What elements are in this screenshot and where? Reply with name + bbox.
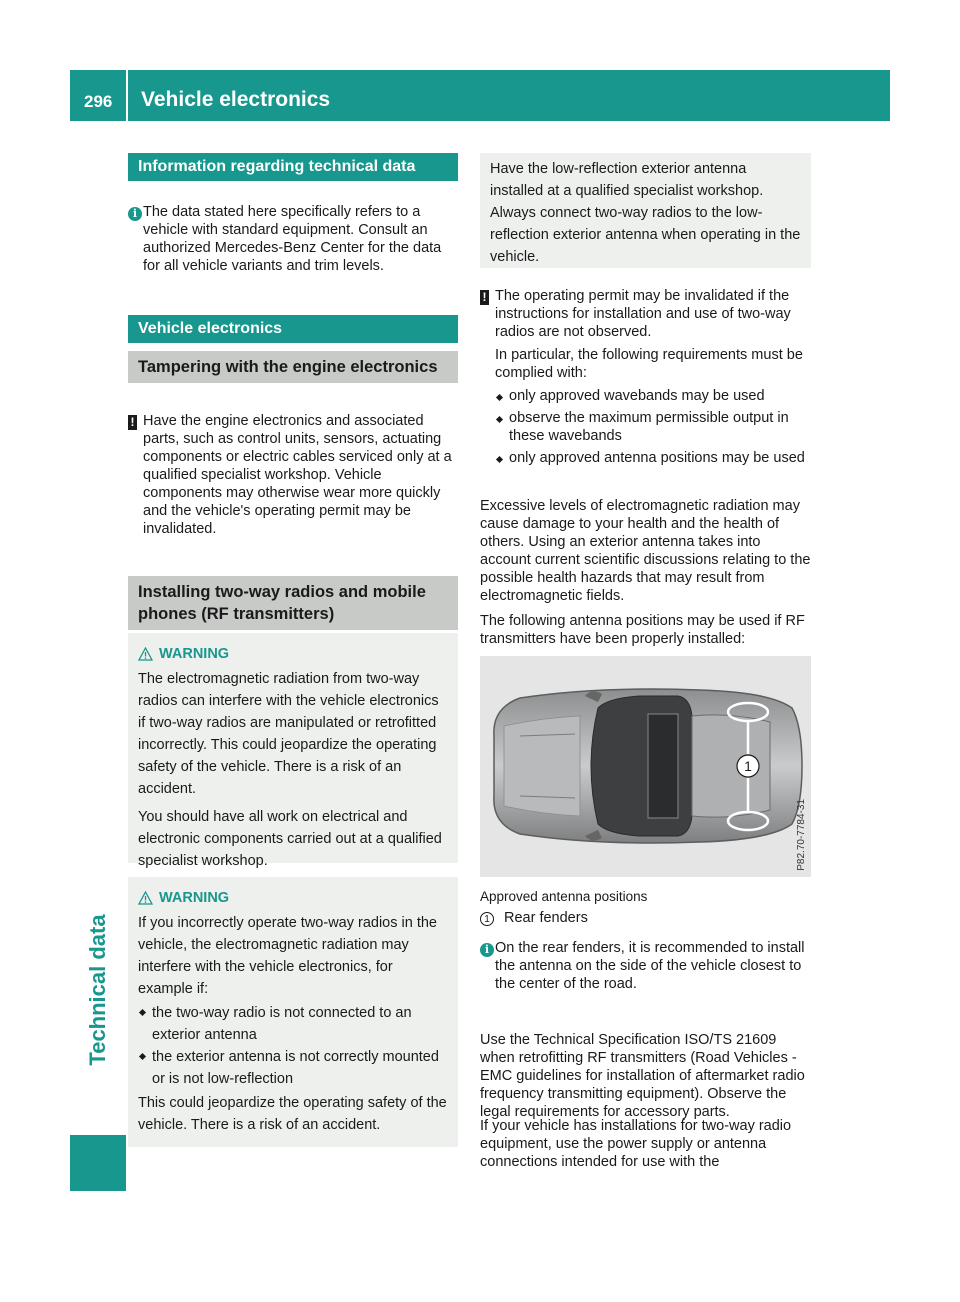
paragraph-iso-spec: Use the Technical Specification ISO/TS 21609 when retrofitting RF transmitters (Road Vehicles - EMC guidelines for installation of aftermarket radio frequency transmitting equipment). Observe the legal requirements for accessory parts. (480, 1032, 805, 1120)
warning-text: The electromagnetic radiation from two-way radios can interfere with the vehicle electronics if two-way radios are manipulated or retrofitted incorrectly. This could jeopardize the operating safety of the vehicle. There is a risk of an accident. (138, 671, 439, 797)
list-item: only approved wavebands may be used (495, 387, 811, 405)
side-tab[interactable] (70, 860, 126, 1120)
caution-note-text: Have the engine electronics and associated parts, such as control units, sensors, actuating components or electric cables serviced only at a qualified specialist workshop. Vehicle components may otherwise wear more quickly and the vehicle's operating permit may be invalidated. (143, 413, 452, 537)
vehicle-antenna-figure (480, 656, 811, 877)
section-heading-vehicle-electronics: Vehicle electronics (128, 315, 458, 343)
page-title: Vehicle electronics (141, 88, 331, 111)
callout-marker-label: 1 (744, 758, 752, 774)
warning-text: This could jeopardize the operating safety of the vehicle. There is a risk of an accident. (138, 1095, 447, 1133)
caution-note-text: The operating permit may be invalidated if the instructions for installation and use of two-way radios are not observed. (495, 288, 791, 340)
side-tab-label: Technical data (85, 914, 110, 1066)
legend-number: 1 (480, 912, 494, 926)
requirements-list (495, 387, 811, 467)
info-note-technical-data (128, 203, 458, 275)
list-item: the two-way radio is not connected to an exterior antenna (138, 1002, 448, 1046)
info-icon: i (128, 207, 142, 221)
warning-title: WARNING (138, 887, 448, 909)
warning-triangle-icon (138, 647, 153, 661)
caution-note-text: In particular, the following requirements must be complied with: (495, 347, 803, 381)
figure-code: P82.70-7784-31 (796, 799, 807, 871)
installation-box-text: Have the low-reflection exterior antenna installed at a qualified specialist workshop. Always connect two-way radios to the low-reflection exterior antenna when operating in the vehicle. (490, 161, 801, 265)
paragraph-radiation: Excessive levels of electromagnetic radiation may cause damage to your health and the health of others. Using an exterior antenna takes into account current scientific discussions relating to the possible health hazards that may result from electromagnetic fields. (480, 498, 811, 604)
subheading-tampering: Tampering with the engine electronics (128, 351, 458, 383)
caution-icon: ! (128, 415, 137, 430)
info-note-text: The data stated here specifically refers to a vehicle with standard equipment. Consult an authorized Mercedes-Benz Center for the data for all vehicle variants and trim levels. (143, 204, 442, 274)
figure-caption: Approved antenna positions (480, 889, 648, 904)
warning-title: WARNING (138, 643, 448, 665)
caution-note-operating-permit (480, 287, 811, 469)
caution-note-tampering (128, 412, 458, 538)
list-item: the exterior antenna is not correctly mounted or is not low-reflection (138, 1046, 448, 1090)
warning-text: You should have all work on electrical and electronic components carried out at a qualified specialist workshop. (138, 809, 442, 869)
warning-text: If you incorrectly operate two-way radios in the vehicle, the electromagnetic radiation may interfere with the vehicle electronics, for example if: (138, 915, 437, 997)
side-tab-marker (70, 1135, 126, 1191)
subheading-rf-transmitters: Installing two-way radios and mobile phones (RF transmitters) (128, 576, 458, 630)
caution-icon: ! (480, 290, 489, 305)
list-item: only approved antenna positions may be used (495, 449, 811, 467)
car-top-view-illustration (480, 656, 811, 877)
info-note-rear-fenders (480, 939, 811, 993)
info-icon: i (480, 943, 494, 957)
figure-legend (480, 909, 811, 927)
installation-box (480, 153, 811, 268)
header-divider (126, 70, 128, 121)
warning-triangle-icon (138, 891, 153, 905)
page-number: 296 (84, 92, 113, 111)
paragraph-antenna-positions: The following antenna positions may be used if RF transmitters have been properly installed: (480, 613, 805, 647)
warning-box-2 (128, 877, 458, 1147)
warning-box-1 (128, 633, 458, 869)
info-note-text: On the rear fenders, it is recommended to install the antenna on the side of the vehicle closest to the center of the road. (495, 940, 805, 992)
legend-text: Rear fenders (504, 910, 588, 926)
paragraph-installations: If your vehicle has installations for two-way radio equipment, use the power supply or antenna connections intended for use with the (480, 1118, 792, 1170)
list-item: observe the maximum permissible output in these wavebands (495, 409, 811, 445)
warning-bullet-list (138, 1002, 448, 1090)
section-heading-technical-data: Information regarding technical data (128, 153, 458, 181)
